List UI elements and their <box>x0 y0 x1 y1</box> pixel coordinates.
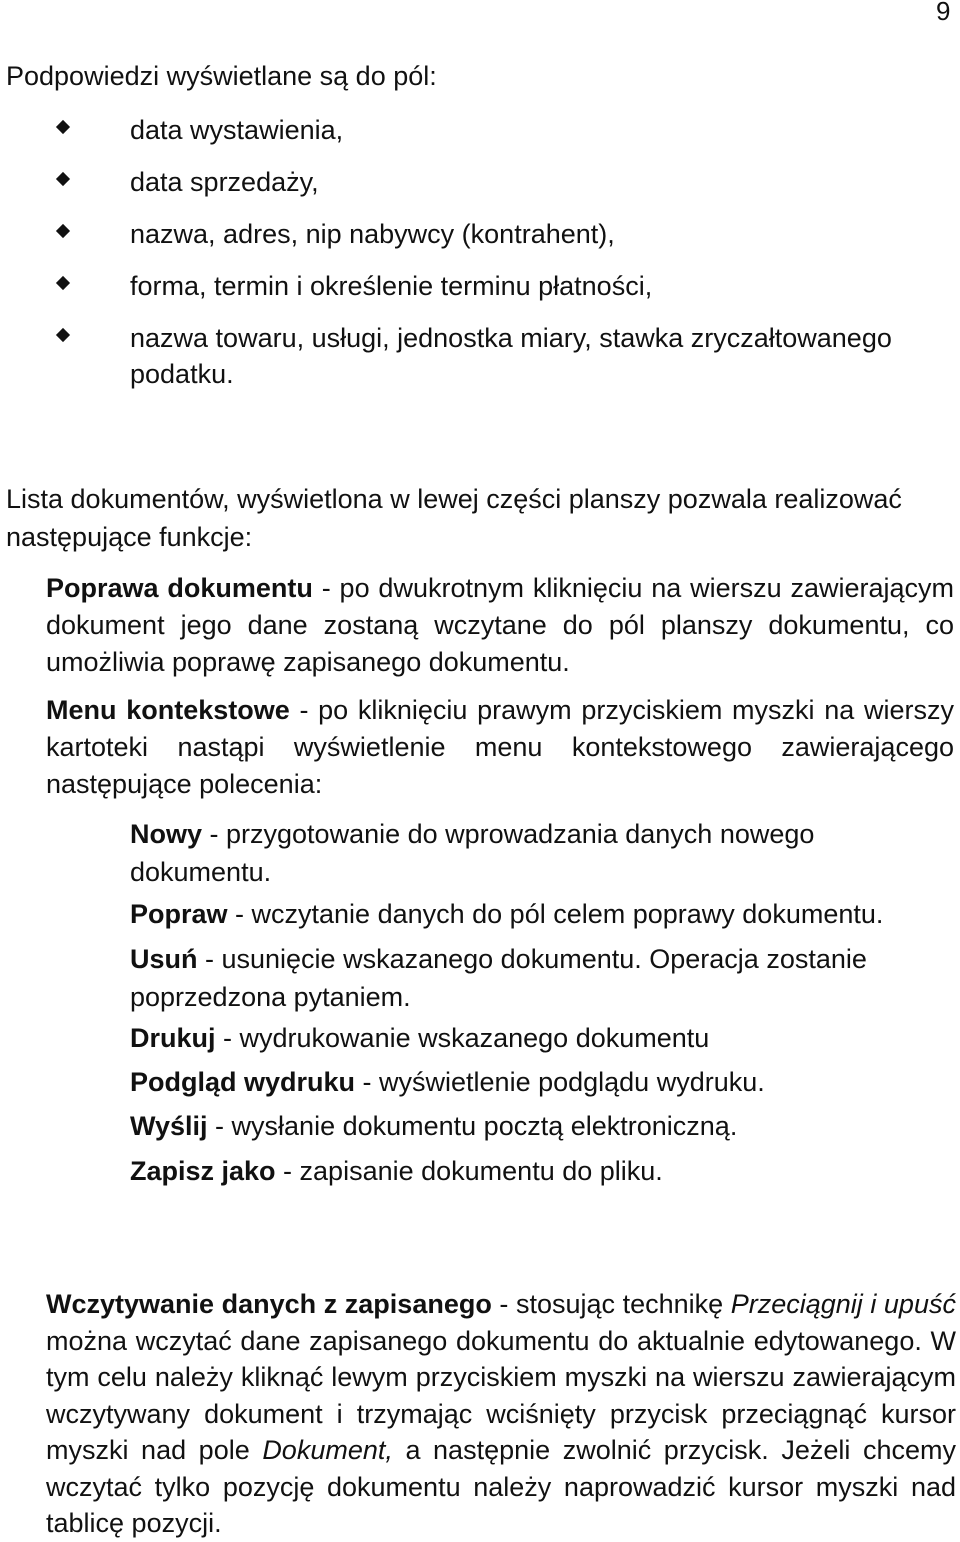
lista-paragraph: Lista dokumentów, wyświetlona w lewej części planszy pozwala realizować następujące funkcje: <box>6 484 902 552</box>
command-name: Popraw <box>130 899 228 929</box>
bullet-icon <box>56 276 70 290</box>
command-item <box>130 1152 952 1190</box>
command-desc: - wczytanie danych do pól celem poprawy dokumentu. <box>227 899 884 929</box>
poprawa-text: - po dwukrotnym kliknięciu na wierszu zawierającym dokument jego dane zostaną wczytane do pól planszy dokumentu, co umożliwia poprawę zapisanego dokumentu. <box>46 573 954 677</box>
command-item <box>130 1019 952 1057</box>
command-desc: - przygotowanie do wprowadzania danych nowego dokumentu. <box>130 819 815 887</box>
bullet-text: nazwa towaru, usługi, jednostka miary, stawka zryczałtowanego podatku. <box>130 323 892 389</box>
wczytywanie-text: można wczytać dane zapisanego dokumentu do aktualnie edytowanego. W tym celu należy kliknąć lewym przyciskiem myszki na wierszu zawierającym wczytywany dokument i trzymając wciśnięty przycisk przeciągnąć kursor myszki nad pole <box>46 1325 956 1465</box>
bullet-item <box>0 112 960 148</box>
bullet-text: data wystawienia, <box>130 115 344 145</box>
poprawa-section <box>46 570 954 681</box>
command-name: Podgląd wydruku <box>130 1067 356 1097</box>
command-item <box>130 1107 952 1145</box>
command-name: Drukuj <box>130 1023 216 1053</box>
bullet-item <box>0 164 960 200</box>
command-desc: - wydrukowanie wskazanego dokumentu <box>215 1023 710 1053</box>
command-desc: - wyświetlenie podglądu wydruku. <box>355 1067 765 1097</box>
command-name: Usuń <box>130 944 198 974</box>
bullet-text: data sprzedaży, <box>130 167 319 197</box>
command-item <box>130 815 952 891</box>
wczytywanie-text: - stosując technikę <box>491 1289 731 1319</box>
wczytywanie-section <box>46 1286 956 1542</box>
command-name: Zapisz jako <box>130 1156 276 1186</box>
menu-title: Menu kontekstowe <box>46 695 290 725</box>
bullet-item <box>0 268 960 304</box>
bullet-icon <box>56 224 70 238</box>
wczytywanie-text: a następnie zwolnić przycisk. Jeżeli chcemy wczytać tylko pozycję dokumentu należy naprowadzić kursor myszki nad tablicę pozycji. <box>46 1435 957 1538</box>
intro-text: Podpowiedzi wyświetlane są do pól: <box>6 61 437 91</box>
command-item <box>130 895 952 933</box>
poprawa-title: Poprawa dokumentu <box>46 573 313 603</box>
command-desc: - usunięcie wskazanego dokumentu. Operacja zostanie poprzedzona pytaniem. <box>130 944 867 1012</box>
bullet-icon <box>56 328 70 342</box>
command-name: Nowy <box>130 819 203 849</box>
bullet-icon <box>56 120 70 134</box>
command-item <box>130 940 952 1016</box>
bullet-icon <box>56 172 70 186</box>
command-item <box>130 1063 952 1101</box>
bullet-item <box>0 216 960 252</box>
command-name: Wyślij <box>130 1111 208 1141</box>
page-number: 9 <box>936 0 951 26</box>
command-desc: - zapisanie dokumentu do pliku. <box>275 1156 663 1186</box>
drag-drop-term: Przeciągnij i upuść <box>730 1289 956 1319</box>
menu-section <box>46 692 954 803</box>
bullet-item <box>0 320 960 392</box>
wczytywanie-title: Wczytywanie danych z zapisanego <box>46 1289 492 1319</box>
bullet-text: forma, termin i określenie terminu płatności, <box>130 271 653 301</box>
menu-text: - po kliknięciu prawym przyciskiem myszki na wierszy kartoteki nastąpi wyświetlenie menu kontekstowego zawierającego następujące polecenia: <box>46 695 954 799</box>
bullet-text: nazwa, adres, nip nabywcy (kontrahent), <box>130 219 615 249</box>
dokument-field-term: Dokument, <box>262 1435 393 1465</box>
command-desc: - wysłanie dokumentu pocztą elektroniczną. <box>207 1111 738 1141</box>
field-bullet-list <box>0 112 960 408</box>
